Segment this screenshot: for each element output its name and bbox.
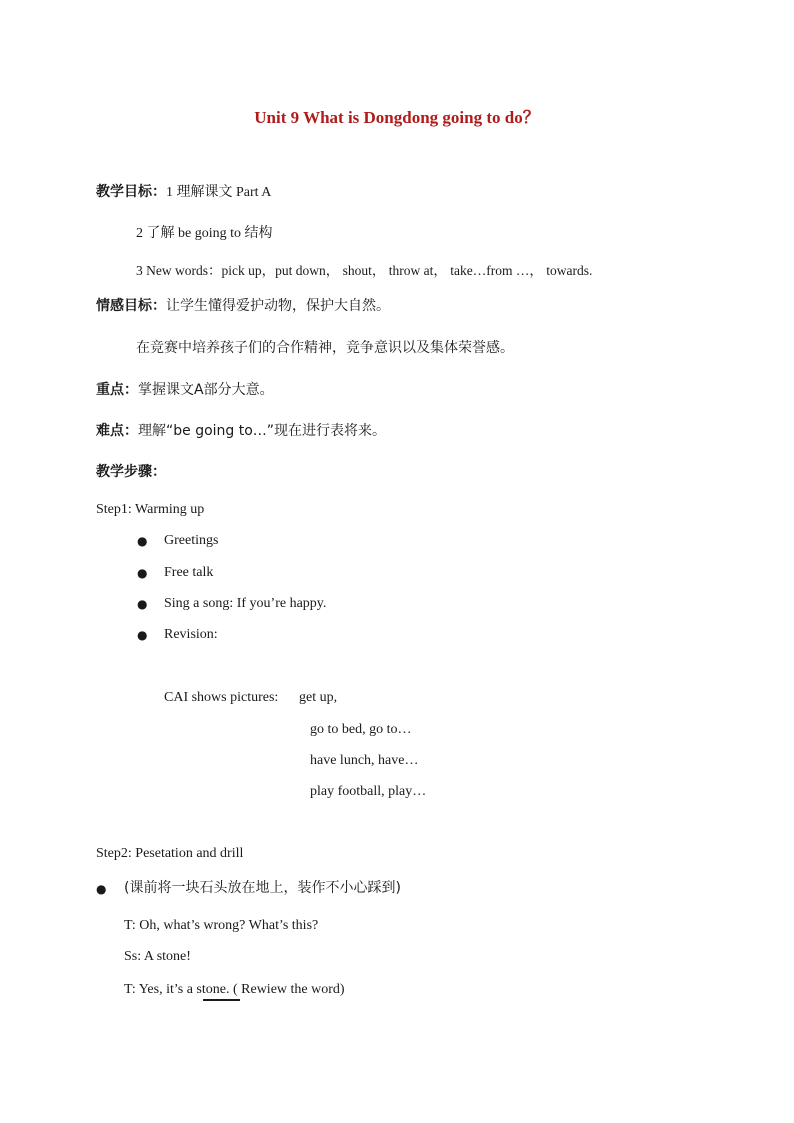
- objectives-label: 教学目标：: [96, 184, 166, 200]
- cai-item-4: play football, play…: [310, 784, 427, 799]
- objective-3: 3 New words：pick up，put down， shout， throw at， take…from …， towards.: [136, 263, 593, 278]
- objective-1: 1 理解课文 Part A: [166, 185, 272, 200]
- dialogue-line-2: Ss: A stone!: [124, 949, 191, 964]
- bullet-dot: ●: [137, 597, 148, 611]
- difficult-point-line: [96, 422, 386, 441]
- page-title: Unit 9 What is Dongdong going to do？: [254, 108, 540, 127]
- emotion-text-2: 在竞赛中培养孩子们的合作精神，竞争意识以及集体荣誉感。: [136, 340, 514, 356]
- objectives-line-1: [96, 183, 271, 202]
- key-point-label: 重点：: [96, 382, 138, 398]
- step1-bullet-3: Sing a song: If you’re happy.: [164, 596, 327, 611]
- dialogue-line-1: T: Oh, what’s wrong? What’s this?: [124, 918, 319, 933]
- difficult-point-label: 难点：: [96, 423, 138, 439]
- step1-bullet-1: Greetings: [164, 533, 219, 548]
- emotion-text: 让学生懂得爱护动物，保护大自然。: [166, 298, 390, 314]
- bullet-dot: ●: [137, 534, 148, 548]
- dialogue-line-3: T: Yes, it’s a stone. ( Rewiew the word): [124, 982, 345, 997]
- bullet-dot: ●: [137, 566, 148, 580]
- bullet-dot: ●: [96, 882, 107, 896]
- objective-2: 2 了解 be going to 结构: [136, 226, 273, 241]
- step2-note: (课前将一块石头放在地上，装作不小心踩到): [124, 880, 401, 896]
- cai-item-3: have lunch, have…: [310, 753, 419, 768]
- cai-item-2: go to bed, go to…: [310, 722, 412, 737]
- steps-label: 教学步骤：: [96, 464, 166, 480]
- difficult-point-text: 理解“be going to…”现在进行表将来。: [138, 423, 387, 439]
- key-point-line: [96, 381, 274, 400]
- emotion-label: 情感目标：: [96, 298, 166, 314]
- cai-label: CAI shows pictures:: [164, 690, 279, 705]
- step1-bullet-2: Free talk: [164, 565, 214, 580]
- cai-item-1: get up,: [299, 690, 338, 705]
- bullet-dot: ●: [137, 628, 148, 642]
- step1-heading: Step1: Warming up: [96, 502, 205, 517]
- emotion-line: [96, 297, 390, 316]
- word-underline: [203, 999, 240, 1001]
- step1-bullet-4: Revision:: [164, 627, 218, 642]
- key-point-text: 掌握课文A部分大意。: [138, 382, 274, 398]
- step2-heading: Step2: Pesetation and drill: [96, 846, 244, 861]
